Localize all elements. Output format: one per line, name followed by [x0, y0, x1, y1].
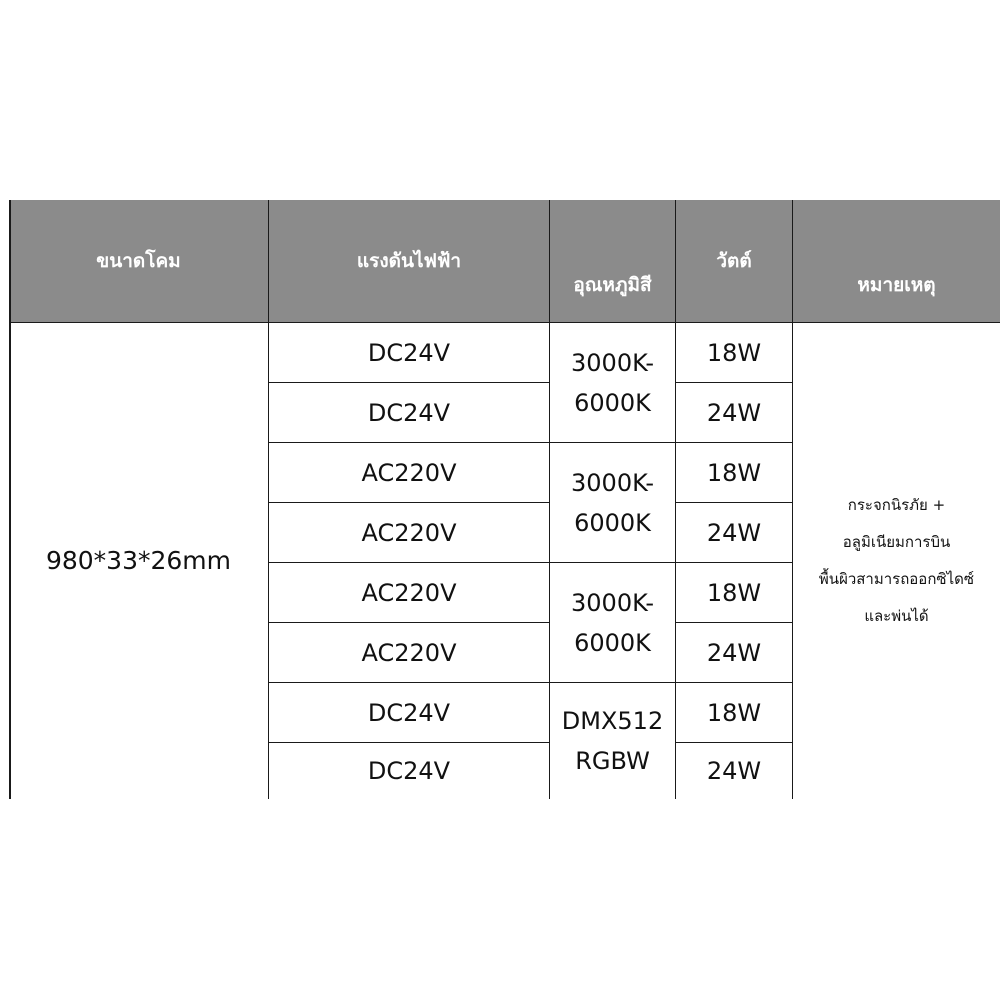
color-temp-cell — [550, 563, 675, 682]
remarks-line: พื้นผิวสามารถออกซิไดซ์ — [818, 570, 975, 588]
voltage-value: DC24V — [367, 338, 451, 367]
row-divider — [268, 682, 793, 683]
wattage-cell — [676, 683, 792, 742]
wattage-value: 24W — [706, 757, 762, 785]
wattage-value: 24W — [706, 518, 762, 547]
row-divider — [268, 622, 550, 623]
color-temp-line: 3000K- — [571, 348, 654, 377]
row-divider — [268, 562, 793, 563]
voltage-value: AC220V — [361, 458, 457, 487]
remarks-line: กระจกนิรภัย + — [847, 496, 946, 514]
wattage-cell — [676, 563, 792, 622]
wattage-value: 18W — [706, 338, 762, 367]
remarks-line: และพ่นได้ — [864, 607, 929, 625]
row-divider — [675, 502, 793, 503]
wattage-cell — [676, 743, 792, 799]
color-temp-line: RGBW — [575, 747, 650, 775]
header-remarks — [793, 200, 1000, 322]
row-divider — [268, 442, 793, 443]
spec-table — [9, 200, 1000, 799]
wattage-value: 24W — [706, 398, 762, 427]
voltage-value: AC220V — [361, 638, 457, 667]
voltage-cell — [269, 383, 549, 442]
color-temp-cell — [550, 323, 675, 442]
header-voltage-label: แรงดันไฟฟ้า — [356, 250, 462, 272]
remarks-line: อลูมิเนียมการบิน — [842, 533, 951, 551]
header-bottom-border — [9, 322, 1000, 323]
wattage-cell — [676, 443, 792, 502]
wattage-value: 18W — [706, 458, 762, 487]
header-size — [9, 200, 268, 322]
row-divider — [268, 502, 550, 503]
color-temp-line: DMX512 — [561, 707, 664, 735]
table-border-left — [9, 200, 11, 799]
header-voltage — [269, 200, 549, 322]
row-divider — [268, 742, 550, 743]
row-divider — [675, 622, 793, 623]
header-size-label: ขนาดโคม — [96, 250, 181, 272]
voltage-cell — [269, 443, 549, 502]
size-value: 980*33*26mm — [45, 546, 232, 575]
wattage-value: 24W — [706, 638, 762, 667]
voltage-value: DC24V — [367, 757, 451, 785]
header-wattage-label: วัตต์ — [716, 250, 752, 272]
column-divider — [675, 200, 676, 799]
voltage-value: AC220V — [361, 578, 457, 607]
wattage-cell — [676, 383, 792, 442]
color-temp-line: 6000K — [574, 628, 651, 657]
voltage-cell — [269, 623, 549, 682]
wattage-value: 18W — [706, 578, 762, 607]
color-temp-line: 6000K — [574, 388, 651, 417]
voltage-value: DC24V — [367, 698, 451, 727]
color-temp-line: 3000K- — [571, 588, 654, 617]
header-wattage — [676, 200, 792, 322]
color-temp-line: 3000K- — [571, 468, 654, 497]
voltage-value: DC24V — [367, 398, 451, 427]
wattage-cell — [676, 623, 792, 682]
color-temp-cell — [550, 443, 675, 562]
wattage-cell — [676, 323, 792, 382]
wattage-value: 18W — [706, 698, 762, 727]
color-temp-cell — [550, 683, 675, 799]
wattage-cell — [676, 503, 792, 562]
voltage-cell — [269, 563, 549, 622]
color-temp-line: 6000K — [574, 508, 651, 537]
column-divider — [792, 200, 793, 799]
row-divider — [675, 382, 793, 383]
voltage-cell — [269, 743, 549, 799]
size-cell — [9, 323, 268, 799]
header-color-temp-label: อุณหภูมิสี — [573, 274, 652, 296]
voltage-value: AC220V — [361, 518, 457, 547]
remarks-cell — [793, 323, 1000, 799]
column-divider — [268, 200, 269, 799]
header-color-temp — [550, 200, 675, 322]
column-divider — [549, 200, 550, 799]
row-divider — [675, 742, 793, 743]
voltage-cell — [269, 683, 549, 742]
header-remarks-label: หมายเหตุ — [857, 274, 936, 296]
voltage-cell — [269, 503, 549, 562]
row-divider — [268, 382, 550, 383]
voltage-cell — [269, 323, 549, 382]
